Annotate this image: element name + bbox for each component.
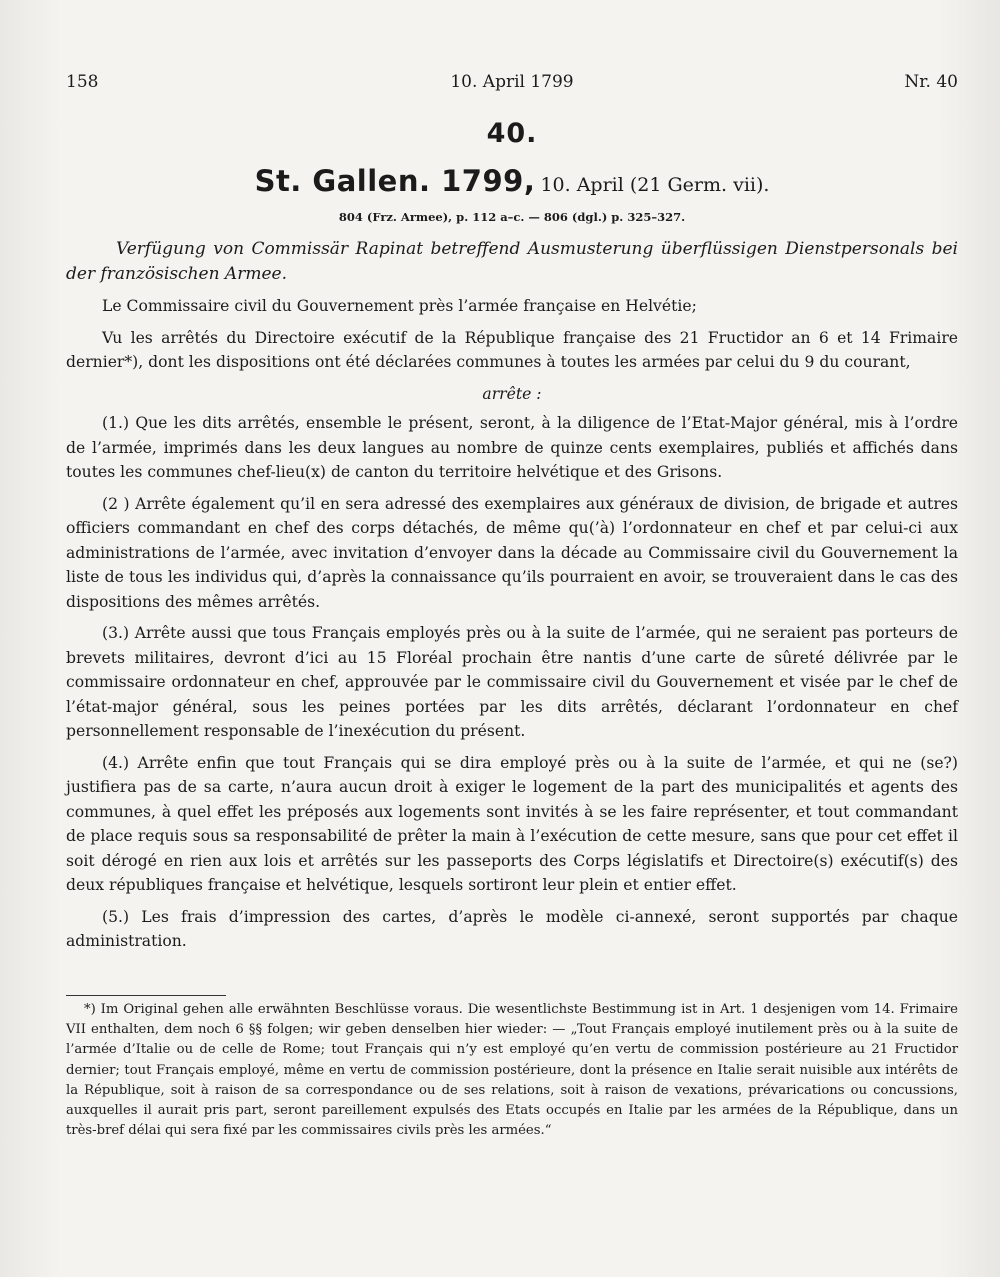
archive-sources: 804 (Frz. Armee), p. 112 a–c. — 806 (dgl.) p. 325–327. [338, 210, 686, 224]
body-paragraph: Vu les arrêtés du Directoire exécutif de la République française des 21 Fructidor an 6 et 14 Frimaire dernier*), dont les dispositions ont été déclarées communes à toutes les armées par celui du 9 du courant, [66, 328, 958, 371]
document-summary: Verfügung von Commissär Rapinat betreffend Ausmusterung überflüssigen Dienstpersonals bei der französischen Armee. [66, 239, 958, 284]
document-title [66, 164, 958, 198]
title-date: 10. April (21 Germ. vii). [540, 174, 770, 196]
body-paragraph: Le Commissaire civil du Gouvernement près l’armée française en Helvétie; [102, 297, 697, 315]
document-body [66, 294, 958, 961]
footnote-divider [66, 995, 226, 996]
footnote [66, 1000, 958, 1141]
page-number: 158 [66, 72, 99, 92]
arrete-heading: arrête : [482, 384, 542, 403]
footnote-text: *) Im Original gehen alle erwähnten Beschlüsse voraus. Die wesentlichste Bestimmung ist in Art. 1 desjenigen vom 14. Frimaire VII enthalten, dem noch 6 §§ folgen; wir geben denselben hier wieder: — „Tout Français employé inutilement près ou à la suite de l’armée d’Italie ou de celle de Rome; tout Français qui n’y est employé qu’en vertu de commission postérieure au 21 Fructidor dernier; tout Français employé, même en vertu de commission postérieure, dont la présence en Italie serait nuisible aux intérêts de la République, soit à raison de sa correspondance ou de ses relations, soit à raison de vexations, prévarications ou concussions, auxquelles il aurait pris part, seront pareillement expulsés des Etats occupés en Italie par les armées de la République, dans un très-bref délai qui sera fixé par les commissaires civils près les armées.“ [66, 1002, 958, 1139]
header-doc-ref: Nr. 40 [904, 72, 958, 92]
title-place-year: St. Gallen. 1799, [254, 164, 536, 198]
article-5: (5.) Les frais d’impression des cartes, d’après le modèle ci-annexé, seront supportés par chaque administration. [66, 907, 958, 950]
header-date: 10. April 1799 [450, 72, 574, 92]
article-3: (3.) Arrête aussi que tous Français employés près ou à la suite de l’armée, qui ne seraient pas porteurs de brevets militaires, devront d’ici au 15 Floréal prochain être nantis d’une carte de sûreté délivrée par le commissaire ordonnateur en chef, approuvée par le commissaire civil du Gouvernement et visée par le chef de l’état-major général, sous les peines portées par les dits arrêtés, déclarant l’ordonnateur en chef personnellement responsable de l’inexécution du présent. [66, 624, 958, 740]
document-number: 40. [486, 118, 538, 149]
running-header [66, 72, 958, 98]
article-2: (2 ) Arrête également qu’il en sera adressé des exemplaires aux généraux de division, de brigade et autres officiers commandant en chef des corps détachés, de même qu(’à) l’ordonnateur en chef et par celui-ci aux administrations de l’armée, avec invitation d’envoyer dans la décade au Commissaire civil du Gouvernement la liste de tous les individus qui, d’après la connaissance qu’ils pourraient en avoir, se trouveraient dans le cas des dispositions des mêmes arrêtés. [66, 494, 958, 611]
article-4: (4.) Arrête enfin que tout Français qui se dira employé près ou à la suite de l’armée, et qui ne (se?) justifiera pas de sa carte, n’aura aucun droit à exiger le logement de la part des municipalités et agents des communes, à quel effet les préposés aux logements sont invités à se les faire représenter, et tout commandant de place requis sous sa responsabilité de prêter la main à l’exécution de cette mesure, sans que pour cet effet il soit dérogé en rien aux lois et arrêtés sur les passeports des Corps législatifs et Directoire(s) exécutif(s) des deux républiques française et helvétique, lesquels sortiront leur plein et entier effet. [66, 753, 958, 894]
article-1: (1.) Que les dits arrêtés, ensemble le présent, seront, à la diligence de l’Etat-Major général, mis à l’ordre de l’armée, imprimés dans les deux langues au nombre de quinze cents exemplaires, publiés et affichés dans toutes les communes chef-lieu(x) de canton du territoire helvétique et des Grisons. [66, 414, 958, 481]
